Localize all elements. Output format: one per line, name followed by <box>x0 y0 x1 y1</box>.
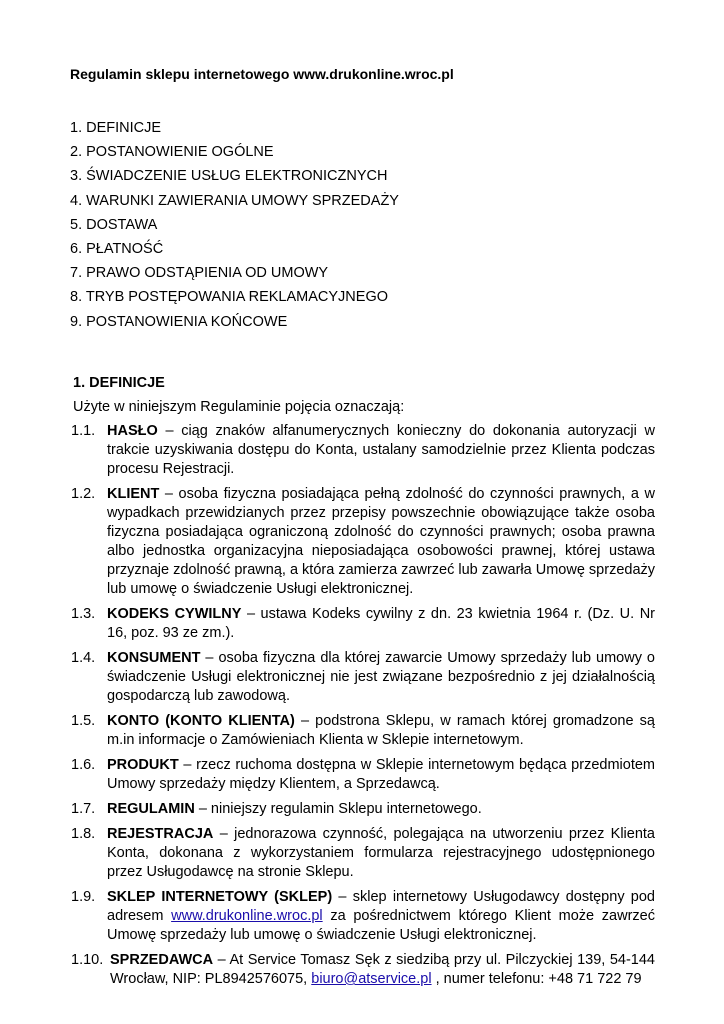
definition-item <box>73 485 655 599</box>
definition-item <box>73 712 655 750</box>
table-of-contents <box>70 116 399 334</box>
definition-item <box>73 649 655 706</box>
definition-text: – niniejszy regulamin Sklepu internetowego. <box>194 801 482 817</box>
definition-number: 1.7. <box>71 801 96 817</box>
definition-item <box>73 800 655 819</box>
definition-number: 1.5. <box>71 713 96 729</box>
definition-text: – ustawa Kodeks cywilny z dn. 23 kwietnia 1964 r. (Dz. U. Nr 16, poz. 93 ze zm.). <box>107 606 655 641</box>
definition-number: 1.4. <box>71 650 96 666</box>
definition-term: KODEKS CYWILNY <box>107 606 242 622</box>
definition-term: PRODUKT <box>107 757 179 773</box>
definition-text: – jednorazowa czynność, polegająca na utworzeniu przez Klienta Konta, dokonana z wykorzystaniem formularza rejestracyjnego udostępnionego przez Usługodawcę na stronie Sklepu. <box>107 826 655 880</box>
toc-item: 2. POSTANOWIENIE OGÓLNE <box>70 144 274 161</box>
definition-text: – sklep internetowy Usługodawcy dostępny pod adresem <box>107 889 656 924</box>
definition-number: 1.1. <box>71 423 96 439</box>
definition-item <box>73 422 655 479</box>
definition-number: 1.3. <box>71 606 96 622</box>
definition-text: , numer telefonu: +48 71 722 79 <box>431 971 642 987</box>
definition-term: REJESTRACJA <box>107 826 214 842</box>
definition-number: 1.9. <box>71 889 96 905</box>
definition-term: KONSUMENT <box>107 650 201 666</box>
definition-text: – osoba fizyczna dla której zawarcie Umowy sprzedaży lub umowy o świadczenie Usługi elektronicznej nie jest związane bezpośrednio z jej działalnością gospodarczą lub zawodową. <box>107 650 655 704</box>
definition-text: – rzecz ruchoma dostępna w Sklepie internetowym będąca przedmiotem Umowy sprzedaży między Klientem, a Sprzedawcą. <box>107 757 655 792</box>
definition-number: 1.8. <box>71 826 96 842</box>
definition-term: KLIENT <box>107 486 160 502</box>
email-link[interactable]: biuro@atservice.pl <box>311 971 432 987</box>
definition-number: 1.2. <box>71 486 96 502</box>
toc-item: 6. PŁATNOŚĆ <box>70 241 164 258</box>
definition-text: za pośrednictwem którego Klient może zawrzeć Umowę sprzedaży lub umowę o świadczenie Usługi elektronicznej. <box>107 908 655 943</box>
definition-text: – ciąg znaków alfanumerycznych konieczny do dokonania autoryzacji w trakcie uzyskiwania dostępu do Konta, ustalany samodzielnie przez Klienta podczas procesu Rejestracji. <box>107 423 655 477</box>
definition-text: – podstrona Sklepu, w ramach której gromadzone są m.in informacje o Zamówieniach Klienta w Sklepie internetowym. <box>107 713 655 748</box>
toc-item: 1. DEFINICJE <box>70 120 162 136</box>
definition-term: REGULAMIN <box>107 801 195 817</box>
definition-text: – osoba fizyczna posiadająca pełną zdolność do czynności prawnych, a w wypadkach przewidzianych przez przepisy powszechnie obowiązujące także osoba fizyczna posiadająca ograniczoną zdolność do czynności prawnych; osoba prawna albo jednostka organizacyjna nieposiadająca osobowości prawnej, której ustawa przyznaje zdolność prawną, a która zamierza zawrzeć lub zawarła Umowę sprzedaży lub umowę o świadczenie Usługi elektronicznej. <box>107 486 656 597</box>
document-title: Regulamin sklepu internetowego www.drukonline.wroc.pl <box>70 66 454 82</box>
toc-item: 4. WARUNKI ZAWIERANIA UMOWY SPRZEDAŻY <box>70 192 399 209</box>
toc-item: 8. TRYB POSTĘPOWANIA REKLAMACYJNEGO <box>70 289 389 306</box>
toc-item: 5. DOSTAWA <box>70 216 158 233</box>
shop-url-link[interactable]: www.drukonline.wroc.pl <box>171 908 323 924</box>
toc-item: 3. ŚWIADCZENIE USŁUG ELEKTRONICZNYCH <box>70 168 388 185</box>
toc-item: 7. PRAWO ODSTĄPIENIA OD UMOWY <box>70 265 329 282</box>
definition-item <box>73 756 655 794</box>
definition-number: 1.10. <box>71 952 104 968</box>
section-heading: 1. DEFINICJE <box>73 375 165 391</box>
definition-item <box>73 825 655 882</box>
definition-term: SPRZEDAWCA <box>110 952 214 968</box>
definition-term: HASŁO <box>107 423 158 439</box>
section-definitions <box>73 374 655 995</box>
definition-term: SKLEP INTERNETOWY (SKLEP) <box>107 889 333 905</box>
definition-text: – At Service Tomasz Sęk z siedzibą przy ul. Pilczyckiej 139, 54-144 Wrocław, NIP: PL8942576075, <box>110 952 655 987</box>
definition-number: 1.6. <box>71 757 96 773</box>
definition-item <box>73 605 655 643</box>
section-intro: Użyte w niniejszym Regulaminie pojęcia oznaczają: <box>73 399 405 415</box>
toc-item: 9. POSTANOWIENIA KOŃCOWE <box>70 313 288 330</box>
definition-term: KONTO (KONTO KLIENTA) <box>107 713 295 729</box>
definition-item <box>73 888 655 945</box>
definition-item <box>73 951 655 989</box>
